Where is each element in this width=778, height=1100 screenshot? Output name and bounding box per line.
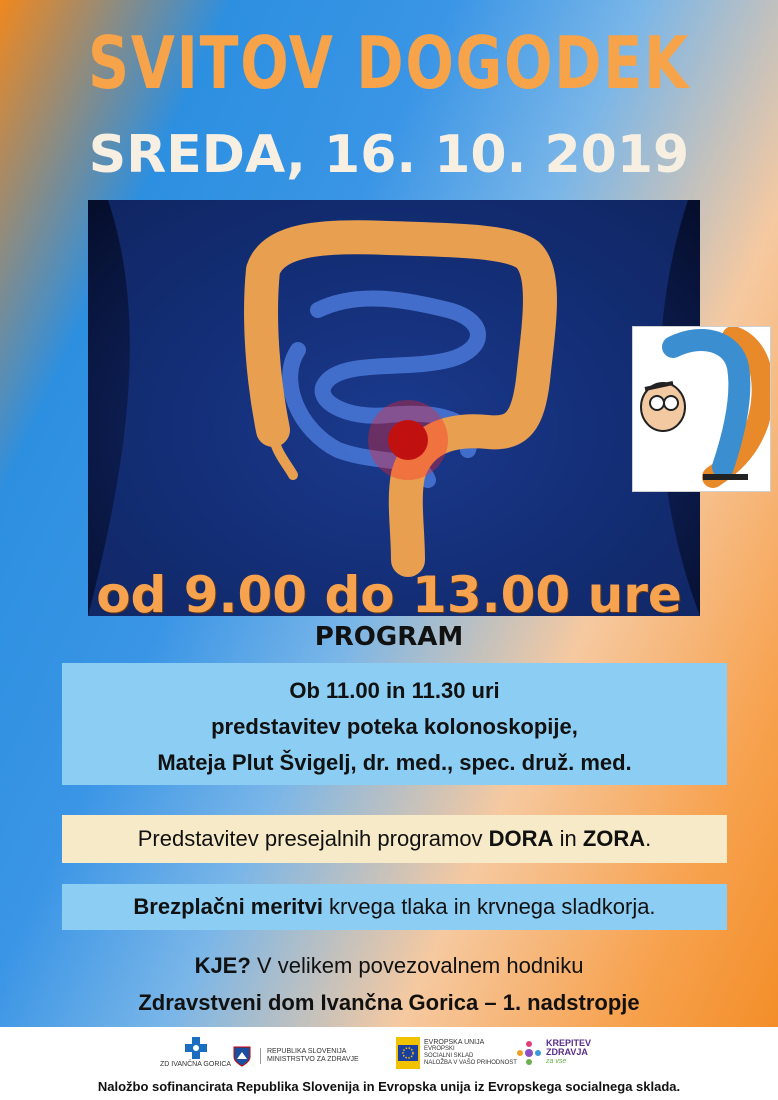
where-place: V velikem povezovalnem hodniku	[250, 953, 584, 978]
screening-period: .	[645, 826, 652, 851]
screening-connector: in	[553, 826, 583, 851]
krepitev-logo	[516, 1039, 591, 1066]
where-label: KJE?	[194, 953, 251, 978]
colonoscopy-talk-box	[62, 663, 727, 785]
location-line	[0, 953, 778, 979]
footer	[0, 1027, 778, 1100]
screening-programs-box	[62, 815, 727, 863]
zd-logo	[160, 1035, 231, 1069]
krepitev-line3: za vse	[546, 1058, 567, 1065]
program-heading: PROGRAM	[314, 622, 464, 652]
zd-logo-icon	[181, 1035, 211, 1061]
eu-line1: EVROPSKA UNIJA	[424, 1039, 485, 1046]
dora-label: DORA	[488, 826, 554, 851]
ministry-logo	[232, 1045, 359, 1067]
krepitev-line1: KREPITEV	[546, 1038, 592, 1048]
colon-illustration	[88, 200, 700, 616]
bending-man-cartoon	[632, 326, 771, 492]
krepitev-logo-icon	[516, 1040, 542, 1066]
eu-line2: EVROPSKI	[424, 1046, 455, 1052]
eu-logo	[396, 1037, 517, 1069]
funding-note: Naložbo sofinancirata Republika Slovenija in Evropska unija iz Evropskega socialnega sklada.	[97, 1079, 681, 1094]
event-title: SVITOV DOGODEK	[87, 21, 691, 105]
event-date: SREDA, 16. 10. 2019	[88, 125, 690, 185]
zora-label: ZORA	[582, 826, 646, 851]
measurements-text: krvega tlaka in krvnega sladkorja.	[322, 894, 656, 919]
location-address: Zdravstveni dom Ivančna Gorica – 1. nadstropje	[138, 990, 640, 1015]
event-hours: od 9.00 do 13.00 ure	[96, 566, 682, 624]
zd-logo-text: ZD IVANČNA GORICA	[160, 1061, 232, 1068]
measurements-box	[62, 884, 727, 930]
eu-flag-icon	[396, 1037, 420, 1069]
eu-line4: NALOŽBA V VAŠO PRIHODNOST	[424, 1060, 517, 1066]
krepitev-line2: ZDRAVJA	[546, 1047, 588, 1057]
talk-speaker: Mateja Plut Švigelj, dr. med., spec. druž. med.	[157, 750, 632, 775]
slovenia-crest-icon	[232, 1045, 252, 1067]
ministry-line2: MINISTRSTVO ZA ZDRAVJE	[267, 1056, 359, 1063]
screening-text: Predstavitev presejalnih programov	[137, 826, 489, 851]
talk-topic: predstavitev poteka kolonoskopije,	[211, 714, 578, 739]
talk-time: Ob 11.00 in 11.30 uri	[289, 678, 500, 703]
measurements-bold: Brezplačni meritvi	[133, 894, 323, 919]
ministry-line1: REPUBLIKA SLOVENIJA	[267, 1048, 347, 1055]
eu-line3: SOCIALNI SKLAD	[424, 1053, 474, 1059]
